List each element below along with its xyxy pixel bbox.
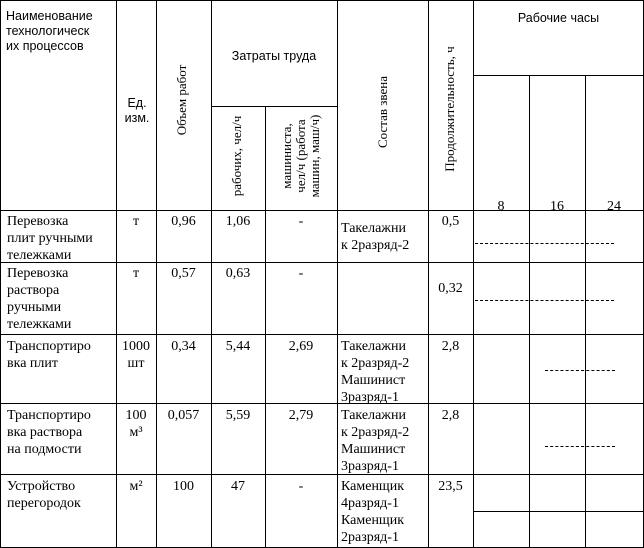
labor-costs-divider	[211, 106, 337, 107]
gantt-bar-row1	[475, 243, 614, 244]
row1-volume: 0,96	[171, 214, 196, 229]
work-hours-divider	[473, 75, 644, 76]
row5-machinist: -	[298, 479, 304, 494]
row4-crew: Такелажни к 2разряд-2 Машинист 3разряд-1	[341, 408, 410, 474]
col-divider-hour-24	[585, 75, 586, 548]
row2-duration: 0,32	[438, 281, 463, 296]
row4-machinist: 2,79	[288, 408, 314, 423]
col-divider-hour-16	[529, 75, 530, 548]
row4-unit: 100 м³	[125, 408, 147, 440]
row-divider-4	[0, 474, 644, 475]
header-work-hours: Рабочие часы	[517, 11, 600, 25]
gantt-bar-row2	[475, 300, 614, 301]
row1-duration: 0,5	[441, 214, 460, 229]
row5-crew: Каменщик 4разряд-1 Каменщик 2разряд-1	[341, 479, 405, 545]
col-divider-duration	[428, 0, 429, 548]
row5-duration: 23,5	[438, 479, 463, 494]
row3-unit: 1000 шт	[122, 339, 150, 371]
row2-machinist: -	[298, 266, 304, 281]
row2-volume: 0,57	[171, 266, 196, 281]
row5-workers: 47	[231, 479, 245, 494]
table-border-top	[0, 0, 644, 1]
header-process-name: Наименование технологическ их процессов	[6, 9, 93, 53]
row-divider-2	[0, 334, 644, 335]
gantt-bar-row4	[545, 446, 615, 447]
row4-process: Транспортиро вка раствора на подмости	[7, 408, 91, 457]
row4-duration: 2,8	[441, 408, 460, 423]
hour-label-16: 16	[550, 199, 564, 214]
row3-machinist: 2,69	[288, 339, 314, 354]
col-divider-gantt	[473, 0, 474, 548]
row3-crew: Такелажни к 2разряд-2 Машинист 3разряд-1	[341, 339, 410, 405]
row1-workers: 1,06	[225, 214, 251, 229]
row4-volume: 0,057	[167, 408, 200, 423]
hour-label-8: 8	[497, 199, 505, 214]
hour-label-24: 24	[607, 199, 621, 214]
row-divider-3	[0, 403, 644, 404]
row5-volume: 100	[173, 479, 194, 494]
row4-workers: 5,59	[225, 408, 251, 423]
row5-process: Устройство перегородок	[7, 479, 81, 511]
header-volume: Объем работ	[174, 64, 189, 136]
gantt-bar-row3	[545, 370, 615, 371]
row1-unit: т	[132, 214, 140, 229]
table-border-left	[0, 0, 1, 548]
gantt-row5-divider	[473, 511, 644, 512]
header-unit: Ед. изм.	[124, 96, 150, 125]
row3-process: Транспортиро вка плит	[7, 339, 91, 371]
row2-workers: 0,63	[225, 266, 251, 281]
col-divider-crew	[337, 0, 338, 548]
row1-crew: Такелажни к 2разряд-2	[341, 221, 410, 253]
header-labor-costs: Затраты труда	[231, 49, 317, 63]
row1-process: Перевозка плит ручными тележками	[7, 214, 93, 263]
row5-unit: м²	[129, 479, 143, 494]
header-duration: Продолжительность, ч	[442, 46, 457, 172]
row2-unit: т	[132, 266, 140, 281]
row3-volume: 0,34	[171, 339, 196, 354]
row1-machinist: -	[298, 214, 304, 229]
row2-process: Перевозка раствора ручными тележками	[7, 266, 72, 332]
row3-workers: 5,44	[225, 339, 251, 354]
header-machinist: машиниста, чел/ч (работа машин, маш/ч)	[279, 114, 322, 198]
header-workers: рабочих, чел/ч	[229, 115, 244, 197]
header-crew: Состав звена	[375, 76, 390, 148]
row3-duration: 2,8	[441, 339, 460, 354]
